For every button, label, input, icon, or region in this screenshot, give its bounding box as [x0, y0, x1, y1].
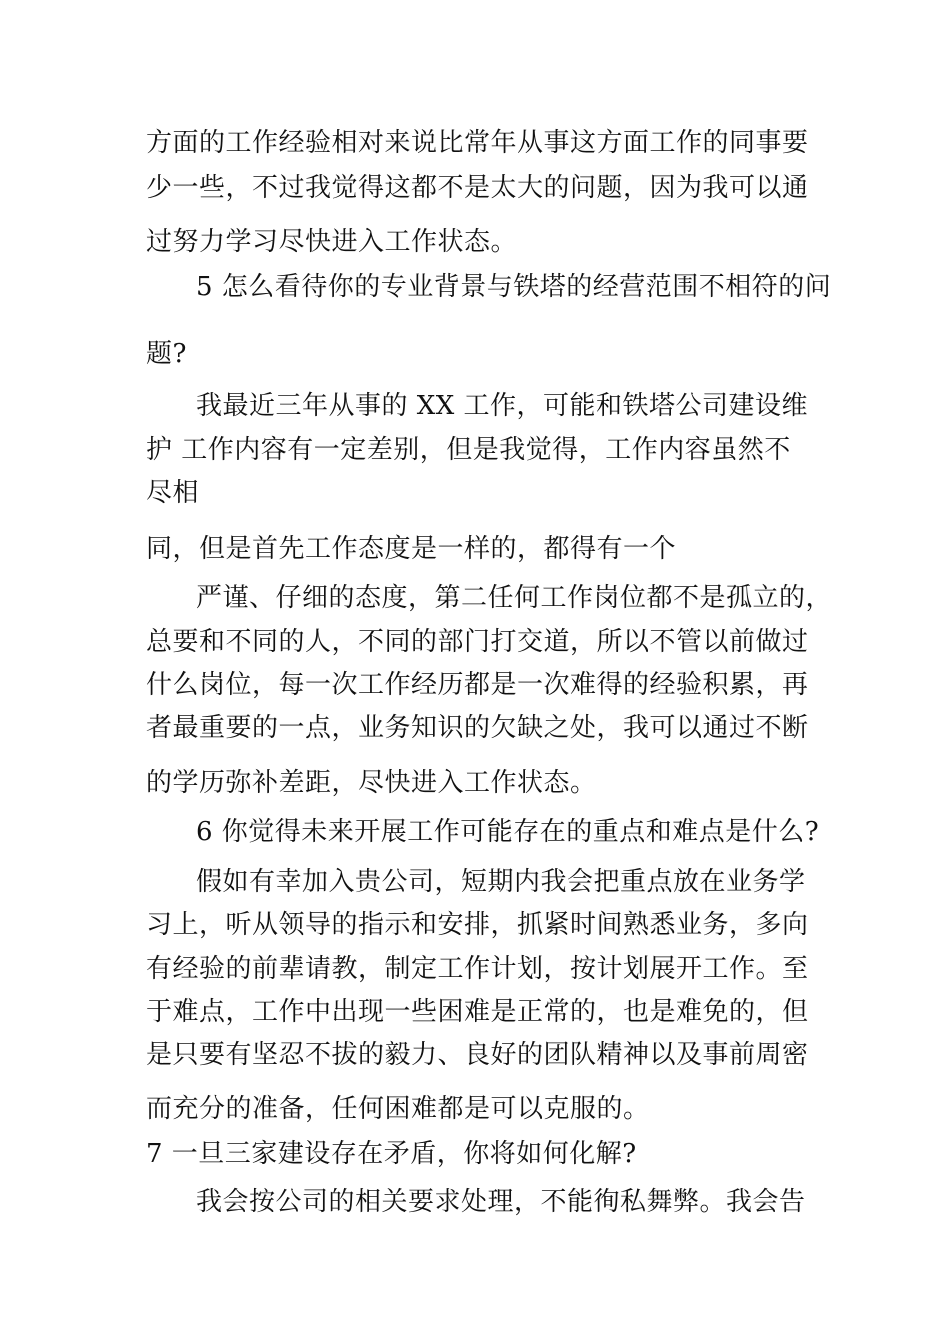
question-5-line-2: 题? [146, 339, 187, 369]
answer-5-line-6: 总要和不同的人，不同的部门打交道，所以不管以前做过 [146, 627, 809, 657]
question-6: 6 你觉得未来开展工作可能存在的重点和难点是什么? [196, 817, 820, 847]
answer-5-line-5: 严谨、仔细的态度，第二任何工作岗位都不是孤立的， [196, 583, 833, 613]
answer-6-line-6: 而充分的准备，任何困难都是可以克服的。 [146, 1094, 650, 1124]
answer-6-line-3: 有经验的前辈请教，制定工作计划，按计划展开工作。至 [146, 954, 809, 984]
text-line-2: 少一些，不过我觉得这都不是太大的问题，因为我可以通 [146, 173, 809, 203]
question-5-line-1: 5 怎么看待你的专业背景与铁塔的经营范围不相符的问 [196, 272, 832, 302]
answer-5-line-9: 的学历弥补差距，尽快进入工作状态。 [146, 768, 597, 798]
answer-6-line-1: 假如有幸加入贵公司，短期内我会把重点放在业务学 [196, 867, 806, 897]
answer-5-line-7: 什么岗位，每一次工作经历都是一次难得的经验积累，再 [146, 670, 809, 700]
answer-5-line-1: 我最近三年从事的 XX 工作，可能和铁塔公司建设维 [196, 391, 809, 421]
answer-6-line-2: 习上，听从领导的指示和安排，抓紧时间熟悉业务，多向 [146, 910, 809, 940]
question-7: 7 一旦三家建设存在矛盾，你将如何化解? [146, 1139, 637, 1169]
answer-5-line-2: 护 工作内容有一定差别，但是我觉得，工作内容虽然不 [146, 435, 791, 465]
answer-7-line-1: 我会按公司的相关要求处理，不能徇私舞弊。我会告 [196, 1187, 806, 1217]
answer-6-line-5: 是只要有坚忍不拔的毅力、良好的团队精神以及事前周密 [146, 1040, 809, 1070]
text-line-1: 方面的工作经验相对来说比常年从事这方面工作的同事要 [146, 128, 809, 158]
answer-6-line-4: 于难点，工作中出现一些困难是正常的，也是难免的，但 [146, 997, 809, 1027]
answer-5-line-3: 尽相 [146, 478, 200, 508]
answer-5-line-4: 同，但是首先工作态度是一样的，都得有一个 [146, 534, 677, 564]
text-line-3: 过努力学习尽快进入工作状态。 [146, 227, 518, 257]
answer-5-line-8: 者最重要的一点，业务知识的欠缺之处，我可以通过不断 [146, 713, 809, 743]
